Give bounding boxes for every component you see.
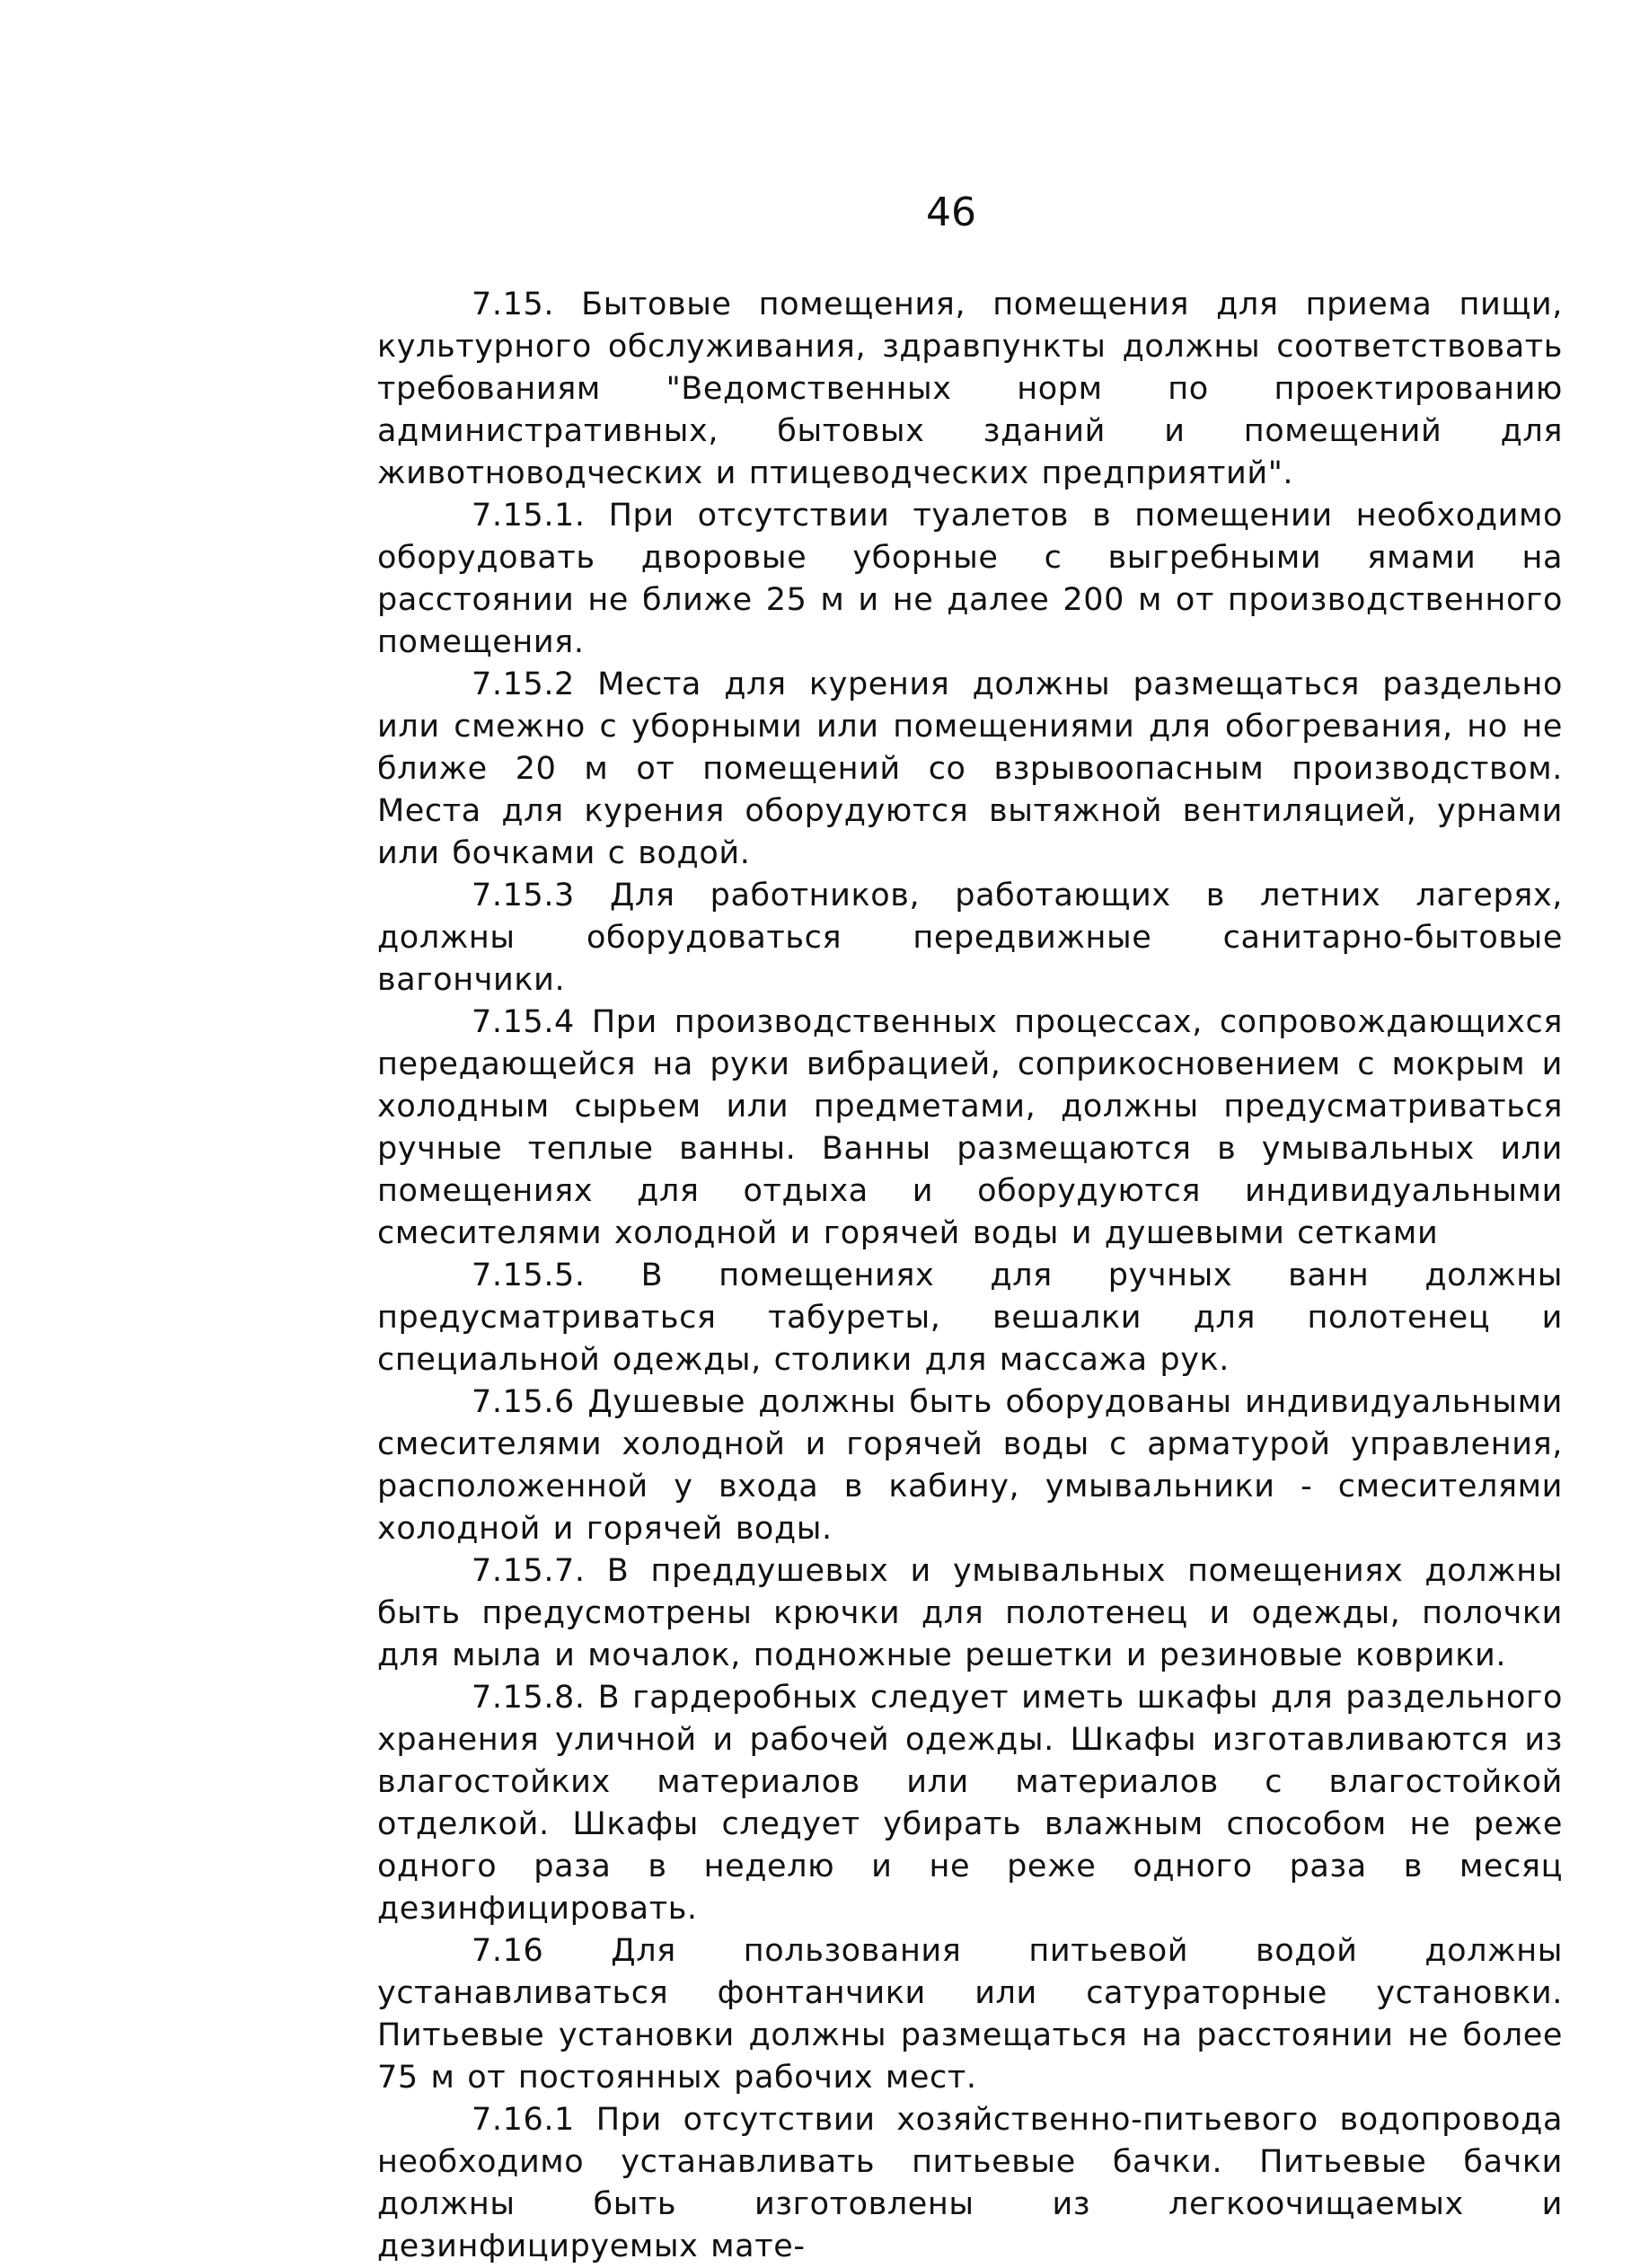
- paragraph-7-15-1: 7.15.1. При отсутствии туалетов в помещении необходимо оборудовать дворовые уборные с выгребными ямами на расстоянии не ближе 25 м и не далее 200 м от производственного помещения.: [377, 498, 1563, 660]
- paragraph-7-15-2: 7.15.2 Места для курения должны размещаться раздельно или смежно с уборными или помещениями для обогревания, но не ближе 20 м от помещений со взрывоопасным производством. Места для курения оборудуются вытяжной вентиляцией, урнами или бочками с водой.: [377, 666, 1563, 871]
- paragraph-7-16: 7.16 Для пользования питьевой водой должны устанавливаться фонтанчики или сатураторные установки. Питьевые установки должны размещаться на расстоянии не более 75 м от постоянных рабочих мест.: [377, 1933, 1563, 2096]
- paragraph-7-15-3: 7.15.3 Для работников, работающих в летних лагерях, должны оборудоваться передвижные санитарно-бытовые вагончики.: [377, 878, 1563, 998]
- paragraph-7-15-8: 7.15.8. В гардеробных следует иметь шкафы для раздельного хранения уличной и рабочей одежды. Шкафы изготавливаются из влагостойких материалов или материалов с влагостойкой отделкой. Шкафы следует убирать влажным способом не реже одного раза в неделю и не реже одного раза в месяц дезинфицировать.: [377, 1680, 1563, 1927]
- paragraph-7-15-7: 7.15.7. В преддушевых и умывальных помещениях должны быть предусмотрены крючки для полотенец и одежды, полочки для мыла и мочалок, подножные решетки и резиновые коврики.: [377, 1553, 1563, 1673]
- paragraph-7-15-6: 7.15.6 Душевые должны быть оборудованы индивидуальными смесителями холодной и горячей воды с арматурой управления, расположенной у входа в кабину, умывальники - смесителями холодной и горячей воды.: [377, 1384, 1563, 1547]
- paragraph-7-15-4: 7.15.4 При производственных процессах, сопровождающихся передающейся на руки вибрацией, соприкосновением с мокрым и холодным сырьем или предметами, должны предусматриваться ручные теплые ванны. Ванны размещаются в умывальных или помещениях для отдыха и оборудуются индивидуальными смесителями холодной и горячей воды и душевыми сетками: [377, 1004, 1563, 1251]
- document-body: [377, 284, 1563, 2268]
- page-number: 46: [926, 190, 976, 235]
- paragraph-7-15: 7.15. Бытовые помещения, помещения для приема пищи, культурного обслуживания, здравпункты должны соответствовать требованиям "Ведомственных норм по проектированию административных, бытовых зданий и помещений для животноводческих и птицеводческих предприятий".: [377, 287, 1563, 491]
- paragraph-7-16-1: 7.16.1 При отсутствии хозяйственно-питьевого водопровода необходимо устанавливать питьевые бачки. Питьевые бачки должны быть изготовлены из легкоочищаемых и дезинфицируемых мате-: [377, 2102, 1563, 2264]
- paragraph-7-15-5: 7.15.5. В помещениях для ручных ванн должны предусматриваться табуреты, вешалки для полотенец и специальной одежды, столики для массажа рук.: [377, 1258, 1563, 1378]
